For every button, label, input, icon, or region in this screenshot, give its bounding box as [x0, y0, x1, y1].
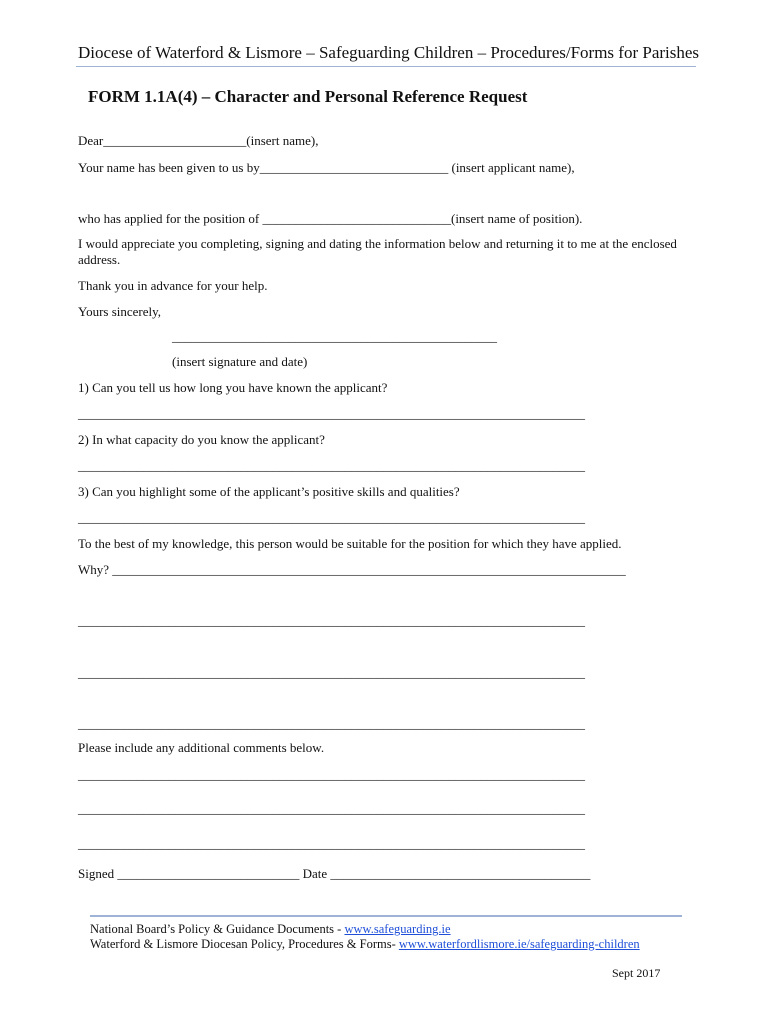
safeguarding-link[interactable]: www.safeguarding.ie: [344, 922, 451, 936]
why-line-2[interactable]: ______________________________________________________________________________: [78, 613, 585, 628]
form-title: FORM 1.1A(4) – Character and Personal Reference Request: [88, 87, 528, 106]
question-2: 2) In what capacity do you know the applicant?: [78, 432, 325, 447]
why-line[interactable]: Why? _______________________________________________________________________________: [78, 562, 626, 577]
answer-line-3[interactable]: ______________________________________________________________________________: [78, 510, 585, 525]
question-3: 3) Can you highlight some of the applicant’s positive skills and qualities?: [78, 484, 460, 499]
applied-line: who has applied for the position of _____________________________(insert name of position).: [78, 211, 583, 226]
comments-prompt: Please include any additional comments below.: [78, 740, 325, 755]
waterfordlismore-link[interactable]: www.waterfordlismore.ie/safeguarding-children: [398, 937, 640, 951]
answer-line-2[interactable]: ______________________________________________________________________________: [78, 458, 585, 473]
appreciate-paragraph: I would appreciate you completing, signing and dating the information below and returning it to me at the enclosed address.: [78, 236, 677, 267]
comments-line-1[interactable]: ______________________________________________________________________________: [78, 767, 585, 782]
given-by-line: Your name has been given to us by_____________________________ (insert applicant name),: [78, 160, 575, 175]
answer-line-1[interactable]: ______________________________________________________________________________: [78, 406, 585, 421]
comments-line-2[interactable]: ______________________________________________________________________________: [78, 801, 585, 816]
footer-date: Sept 2017: [612, 966, 661, 980]
footer-line-1: [90, 922, 451, 937]
signature-label: (insert signature and date): [172, 354, 308, 369]
signature-line[interactable]: __________________________________________________: [172, 329, 497, 344]
comments-line-3[interactable]: ______________________________________________________________________________: [78, 836, 585, 851]
question-1: 1) Can you tell us how long you have known the applicant?: [78, 380, 388, 395]
why-line-4[interactable]: ______________________________________________________________________________: [78, 716, 585, 731]
signed-date-line[interactable]: Signed ____________________________ Date ________________________________________: [78, 866, 591, 881]
footer-divider: [90, 915, 682, 917]
footer-line-2: [90, 937, 640, 952]
why-line-3[interactable]: ______________________________________________________________________________: [78, 665, 585, 680]
header-divider: [76, 66, 696, 67]
suitability-statement: To the best of my knowledge, this person would be suitable for the position for which they have applied.: [78, 536, 622, 551]
footer-diocesan-label: Waterford & Lismore Diocesan Policy, Procedures & Forms-: [90, 937, 399, 951]
dear-line: Dear______________________(insert name),: [78, 133, 319, 148]
yours-sincerely: Yours sincerely,: [78, 304, 162, 319]
thanks-line: Thank you in advance for your help.: [78, 278, 268, 293]
footer-national-label: National Board’s Policy & Guidance Documents -: [90, 922, 345, 936]
page-header: Diocese of Waterford & Lismore – Safeguarding Children – Procedures/Forms for Parishes: [78, 43, 700, 62]
